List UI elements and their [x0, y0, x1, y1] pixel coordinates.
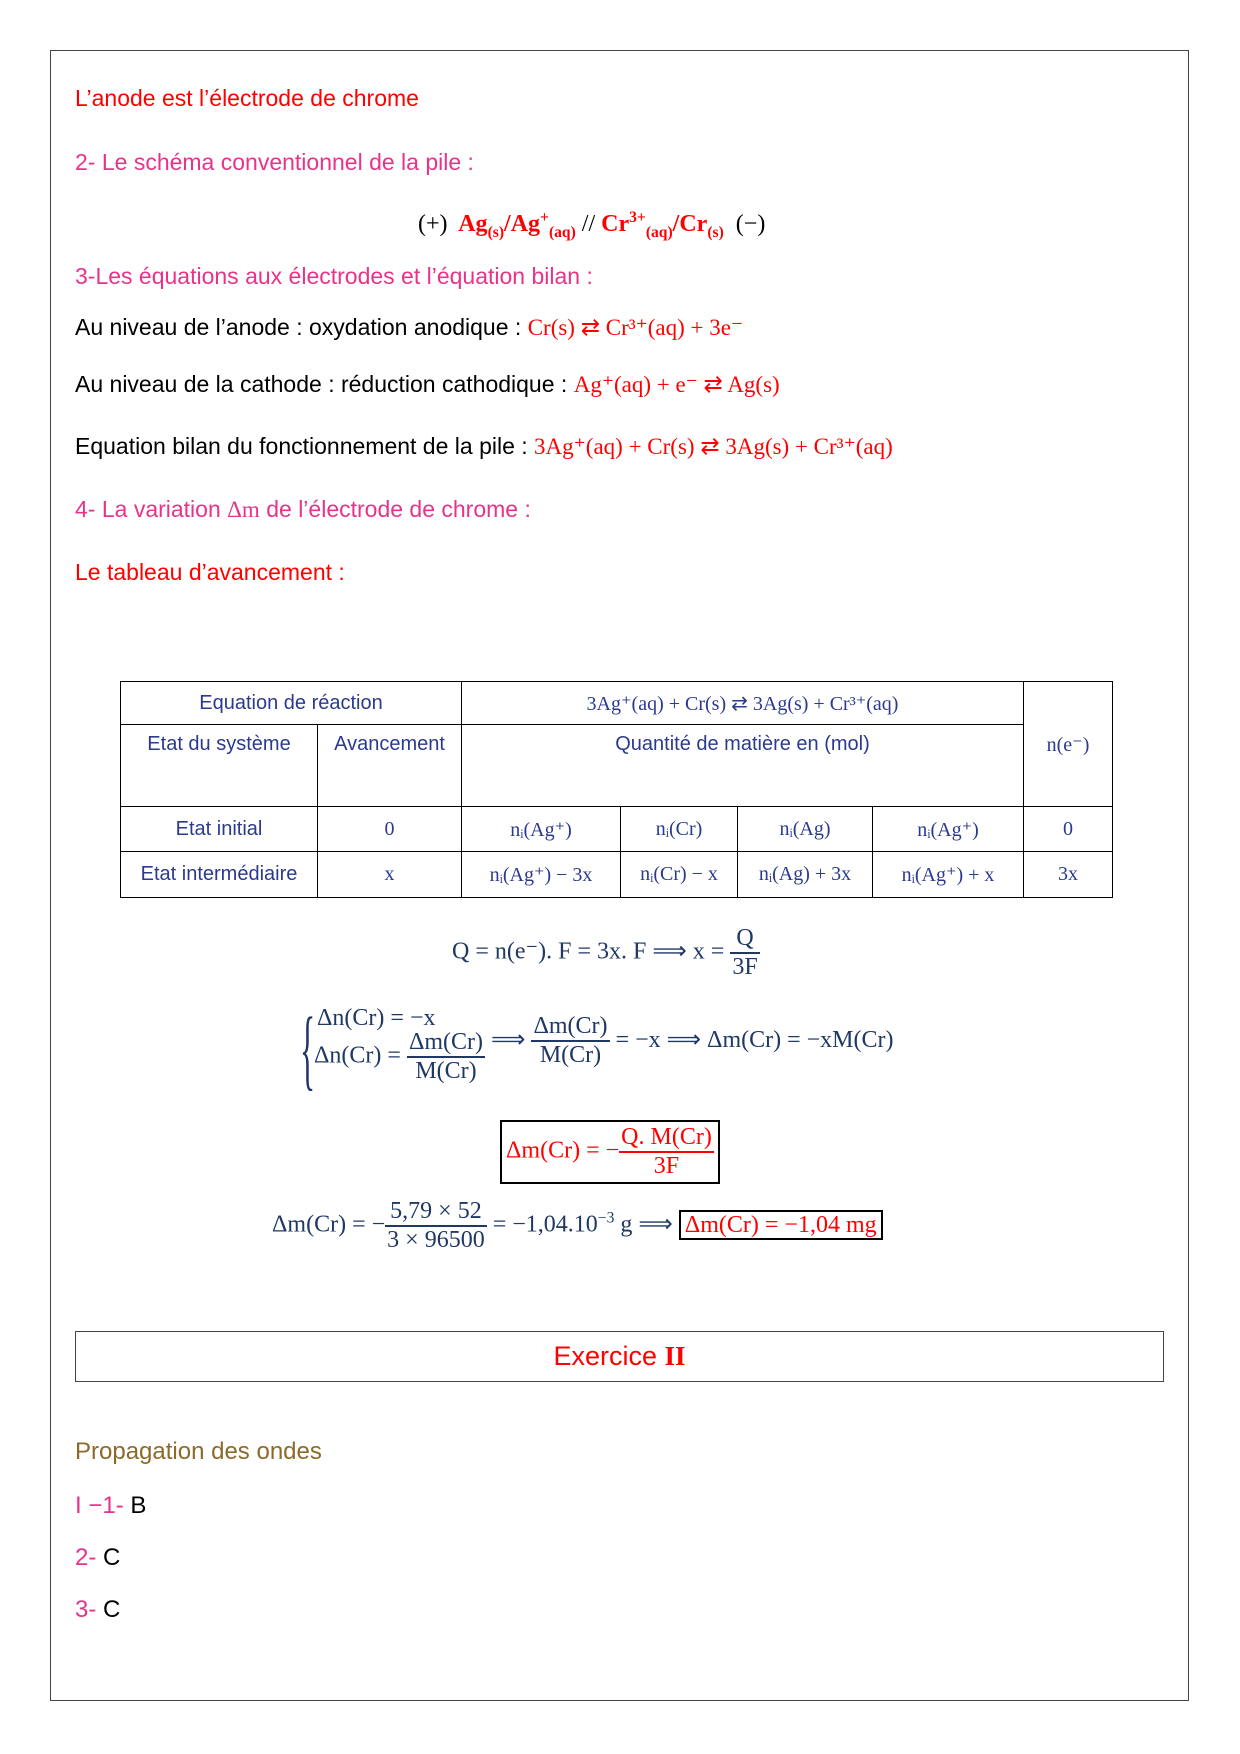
table-heading: Le tableau d’avancement : [75, 559, 345, 585]
anode-equation: Au niveau de l’anode : oxydation anodique : Cr(s) ⇄ Cr³⁺(aq) + 3e⁻ [75, 314, 744, 340]
section-2-heading: 2- Le schéma conventionnel de la pile : [75, 149, 474, 175]
page: L’anode est l’électrode de chrome 2- Le schéma conventionnel de la pile : (+) $Ag_{(s)}/Ag^+_{(aq)} // Cr^{3+}_{(aq)}/Cr_{(s)}$ (−) 3-Les équations aux électrodes et l’équation bilan : Au niveau de l’anode : oxydation anodique : Cr(s) ⇄ Cr³⁺(aq) + 3e⁻ Au niveau de la cathode : réduction cathodique : Ag⁺(aq) + e⁻ ⇄ Ag(s) Equation bilan du fonctionnement de la pile : 3Ag⁺(aq) + Cr(s) ⇄ 3Ag(s) + Cr³⁺(aq) 4- La variation Δm de l’électrode de chrome : Le tableau d’avancement : Equation de réaction 3Ag⁺(aq) + Cr(s) ⇄ 3Ag(s) + Cr³⁺(aq) n(e⁻) Etat du système Avancement Quantité de matière en (mol) Etat initial 0 nᵢ(Ag⁺) nᵢ(Cr) nᵢ(Ag) nᵢ(Ag⁺) 0 Etat intermédiaire x nᵢ(Ag⁺) − 3x nᵢ(Cr) − x nᵢ(Ag) + 3x nᵢ(Ag⁺) + x 3x Q = n(e⁻). F = 3x. F ⟹ x = $\frac{Q}{3F}$ { Δn(Cr) = −x Δn(Cr) = $\frac{\Delta m(Cr)}{M(Cr)}$ ⟹ $\frac{\Delta m(Cr)}{M(Cr)}$ = −x ⟹ Δm(Cr) = −xM(Cr) Δm(Cr) = − $\frac{Q. M(Cr)}{3F}$ Δm(Cr) = − $\frac{5,79 \times 52}{3 \times 96500}$ = $-1,04.10^{-3}$ g ⟹ Δm(Cr) = −1,04 mg Exercice II Propagation des ondes I −1- B 2- C 3- C [0, 0, 1240, 1754]
table-row: Etat intermédiaire x nᵢ(Ag⁺) − 3x nᵢ(Cr) − x nᵢ(Ag) + 3x nᵢ(Ag⁺) + x 3x [121, 852, 1113, 898]
progress-header: Avancement [318, 725, 462, 807]
answer-1: I −1- B [75, 1492, 147, 1519]
section-3-heading: 3-Les équations aux électrodes et l’équation bilan : [75, 263, 593, 289]
answer-2: 2- C [75, 1544, 121, 1571]
table-row: Etat initial 0 nᵢ(Ag⁺) nᵢ(Cr) nᵢ(Ag) nᵢ(Ag⁺) 0 [121, 807, 1113, 852]
charge-equation: Q = n(e⁻). F = 3x. F ⟹ x = $\frac{Q}{3F}$ [452, 925, 758, 980]
ne-header: n(e⁻) [1024, 682, 1113, 807]
numerical-result: Δm(Cr) = − $\frac{5,79 \times 52}{3 \times 96500}$ = $-1,04.10^{-3}$ g ⟹ Δm(Cr) = −1,04 mg [272, 1198, 883, 1254]
overall-equation: Equation bilan du fonctionnement de la pile : 3Ag⁺(aq) + Cr(s) ⇄ 3Ag(s) + Cr³⁺(aq) [75, 433, 893, 459]
answer-3: 3- C [75, 1596, 121, 1623]
section-4-heading: 4- La variation Δm de l’électrode de chrome : [75, 496, 531, 522]
exercise-title: Exercice II [75, 1331, 1164, 1382]
quantity-header: Quantité de matière en (mol) [462, 725, 1024, 807]
equation-label: Equation de réaction [121, 682, 462, 725]
state-header: Etat du système [121, 725, 318, 807]
cell-diagram: (+) $Ag_{(s)}/Ag^+_{(aq)} // Cr^{3+}_{(aq)}/Cr_{(s)}$ (−) [418, 209, 766, 241]
topic-title: Propagation des ondes [75, 1438, 322, 1465]
mass-variation-formula: Δm(Cr) = − $\frac{Q. M(Cr)}{3F}$ [500, 1120, 720, 1184]
progress-table [120, 681, 1113, 898]
reaction-equation: 3Ag⁺(aq) + Cr(s) ⇄ 3Ag(s) + Cr³⁺(aq) [462, 682, 1024, 725]
cathode-equation: Au niveau de la cathode : réduction cathodique : Ag⁺(aq) + e⁻ ⇄ Ag(s) [75, 371, 780, 397]
final-result: Δm(Cr) = −1,04 mg [679, 1210, 883, 1240]
anode-statement: L’anode est l’électrode de chrome [75, 85, 419, 111]
